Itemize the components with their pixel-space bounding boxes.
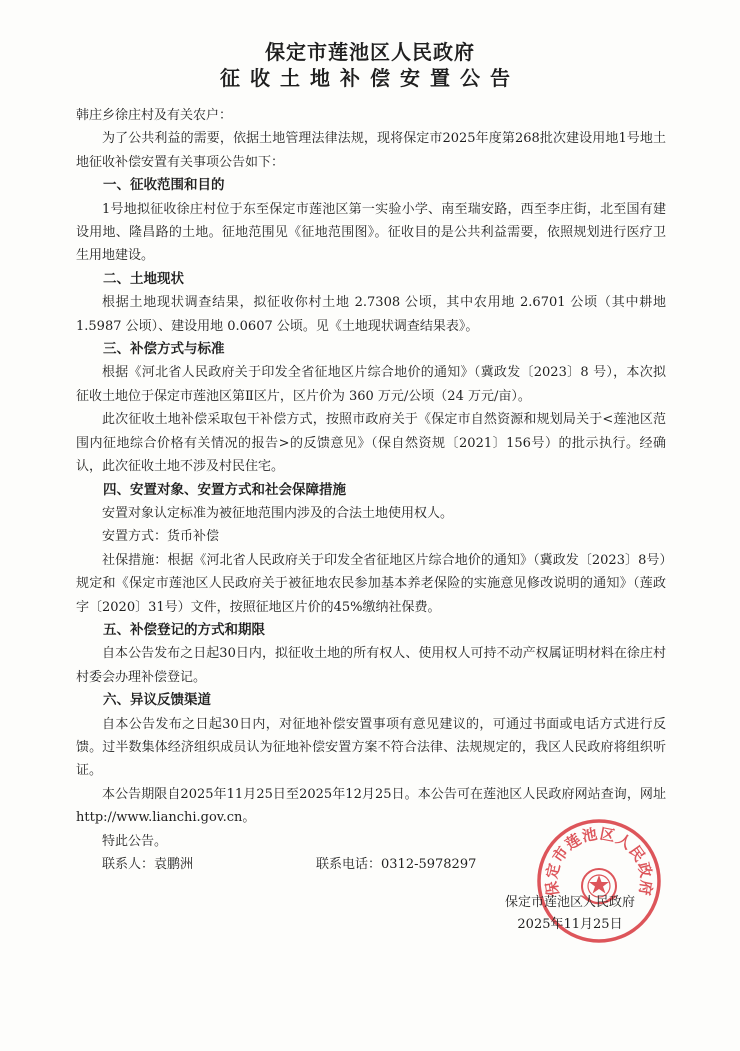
section-2-paragraph: 根据土地现状调查结果，拟征收你村土地 2.7308 公顷，其中农用地 2.6701 公顷（其中耕地 1.5987 公顷）、建设用地 0.0607 公顷。见《土地现状调查结果表》。 (76, 295, 666, 334)
signoff (470, 892, 670, 936)
title-notice: 征收土地补偿安置公告 (220, 66, 520, 90)
issue-date: 2025年11月25日 (517, 917, 623, 932)
salutation: 韩庄乡徐庄村及有关农户： (76, 108, 233, 123)
issuer-signature: 保定市莲池区人民政府 (504, 895, 635, 910)
contact-person: 联系人：袁鹏洲 (102, 857, 194, 872)
section-5-heading: 五、补偿登记的方式和期限 (103, 621, 265, 638)
title-issuer: 保定市莲池区人民政府 (265, 40, 475, 64)
section-6-heading: 六、异议反馈渠道 (103, 692, 211, 709)
section-4-heading: 四、安置对象、安置方式和社会保障措施 (103, 481, 346, 498)
section-3-paragraph-1: 根据《河北省人民政府关于印发全省征地区片综合地价的通知》（冀政发〔2023〕8 号），本次拟征收土地位于保定市莲池区第Ⅱ区片，区片价为 360 万元/公顷（24 万元/亩）。 (76, 365, 666, 404)
section-3-heading: 三、补偿方式与标准 (103, 341, 225, 358)
section-2-heading: 二、土地现状 (103, 270, 184, 287)
section-5-paragraph: 自本公告发布之日起30日内，拟征收土地的所有权人、使用权人可持不动产权属证明材料在徐庄村村委会办理补偿登记。 (76, 646, 666, 685)
section-6-paragraph: 自本公告发布之日起30日内，对征地补偿安置事项有意见建议的，可通过书面或电话方式进行反馈。过半数集体经济组织成员认为征地补偿安置方案不符合法律、法规规定的，我区人民政府将组织听证。 (76, 716, 666, 779)
seal-text: 保定市莲池区人民政府 (542, 824, 656, 898)
section-1-heading: 一、征收范围和目的 (103, 177, 225, 194)
section-4-paragraph-3: 社保措施：根据《河北省人民政府关于印发全省征地区片综合地价的通知》（冀政发〔2023〕8号）规定和《保定市莲池区人民政府关于被征地农民参加基本养老保险的实施意见修改说明的通知》（莲政字〔2020〕31号）文件，按照征地区片价的45%缴纳社保费。 (76, 552, 666, 615)
section-1-paragraph: 1号地拟征收徐庄村位于东至保定市莲池区第一实验小学、南至瑞安路，西至李庄街，北至国有建设用地、隆昌路的土地。征地范围见《征地范围图》。征收目的是公共利益需要，依照规划进行医疗卫生用地建设。 (76, 201, 666, 264)
contact-phone: 联系电话：0312-5978297 (316, 857, 477, 872)
closing-text: 特此公告。 (102, 833, 168, 849)
section-4-paragraph-2: 安置方式：货币补偿 (102, 529, 220, 545)
section-3-paragraph-2: 此次征收土地补偿采取包干补偿方式，按照市政府关于《保定市自然资源和规划局关于<莲池区范围内征地综合价格有关情况的报告>的反馈意见》（保自然资规〔2021〕156号）的批示执行。经确认，此次征收土地不涉及村民住宅。 (76, 412, 666, 475)
period-paragraph: 本公告期限自2025年11月25日至2025年12月25日。本公告可在莲池区人民政府网站查询，网址http://www.lianchi.gov.cn。 (76, 786, 666, 826)
intro-paragraph: 为了公共利益的需要，依据土地管理法律法规，现将保定市2025年度第268批次建设用地1号地土地征收补偿安置有关事项公告如下： (76, 131, 666, 170)
notice-body (76, 104, 666, 876)
section-4-paragraph-1: 安置对象认定标准为被征地范围内涉及的合法土地使用权人。 (102, 505, 454, 521)
